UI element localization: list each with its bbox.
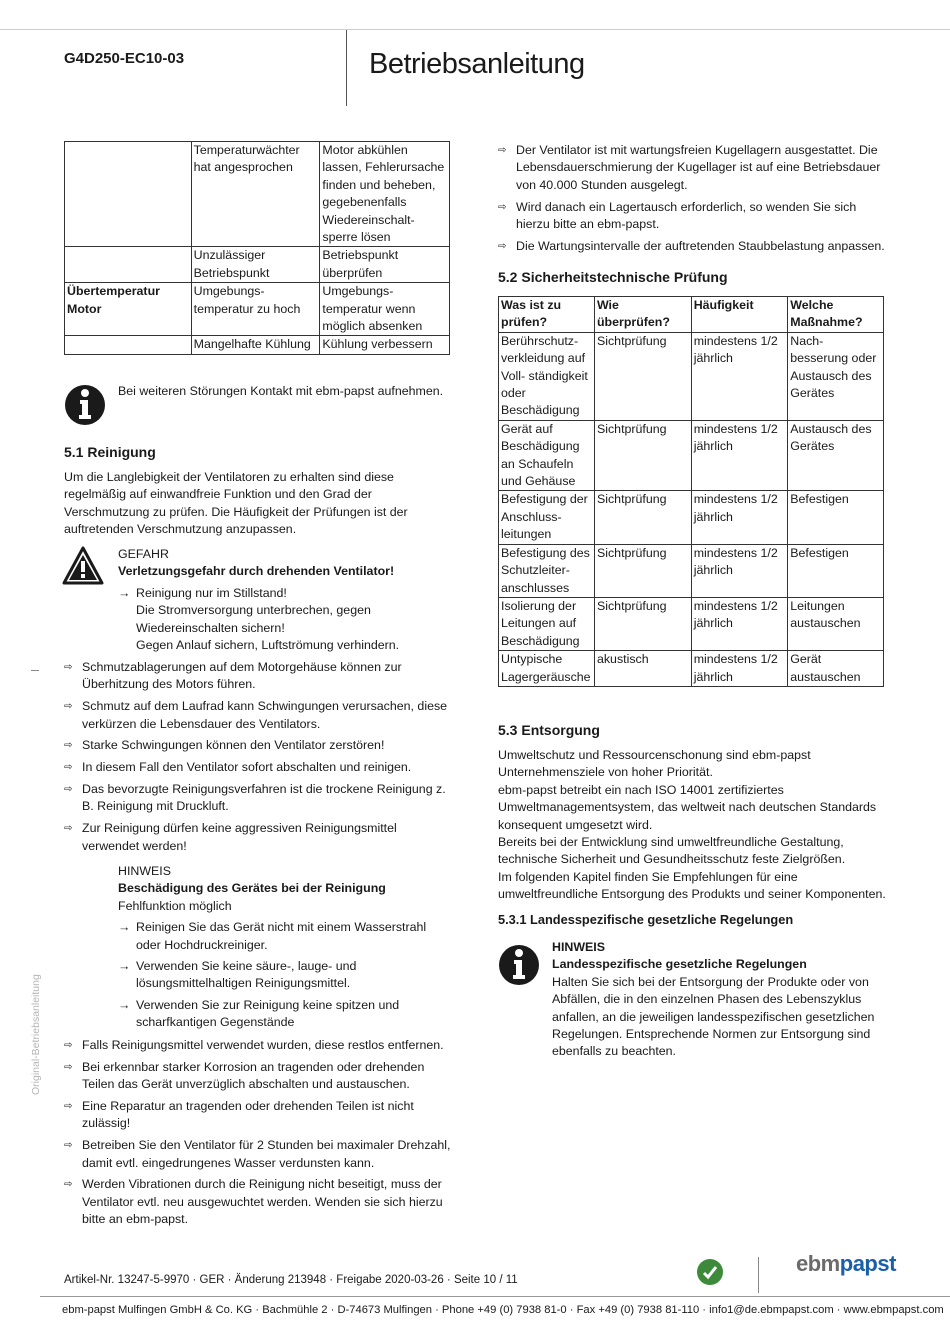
notice-block bbox=[118, 863, 453, 1036]
remedy-cell: Betriebspunkt überprüfen bbox=[320, 247, 450, 283]
list-item bbox=[64, 759, 454, 776]
bullet-arrow-icon: ⇨ bbox=[64, 823, 73, 835]
table-cell: Befestigung des Schutzleiter-anschlusses bbox=[499, 544, 595, 597]
bullet-arrow-icon: ⇨ bbox=[64, 762, 73, 774]
arrow-right-icon: → bbox=[118, 997, 131, 1012]
section-53-title: 5.3 Entsorgung bbox=[498, 722, 600, 738]
error-cell bbox=[65, 336, 192, 354]
bullet-text: Falls Reinigungsmittel verwendet wurden, diese restlos entfernen. bbox=[82, 1038, 444, 1052]
bullet-arrow-icon: ⇨ bbox=[498, 240, 507, 252]
fault-table-wrap bbox=[64, 141, 450, 355]
notice-step: → Reinigen Sie das Gerät nicht mit einem Wasserstrahl oder Hochdruckreiniger. bbox=[118, 920, 427, 952]
bullet-text: Schmutz auf dem Laufrad kann Schwingungen verursachen, diese verkürzen die Lebensdauer des Ventilators. bbox=[82, 699, 448, 731]
list-item bbox=[498, 199, 888, 234]
bullet-arrow-icon: ⇨ bbox=[64, 1140, 73, 1152]
column-header: Häufigkeit bbox=[691, 297, 788, 333]
fault-table bbox=[64, 141, 450, 355]
table-cell: mindestens 1/2 jährlich bbox=[691, 597, 788, 650]
margin-tick bbox=[31, 670, 39, 671]
page-title: Betriebsanleitung bbox=[369, 48, 585, 80]
bullet-text: Betreiben Sie den Ventilator für 2 Stunden bei maximaler Drehzahl, damit evtl. eingedrungenes Wasser verdunsten kann. bbox=[82, 1138, 451, 1170]
green-tech-badge-icon bbox=[697, 1259, 723, 1285]
danger-headline: Verletzungsgefahr durch drehenden Ventilator! bbox=[118, 564, 395, 579]
info-icon-2 bbox=[498, 940, 540, 991]
bullet-arrow-icon: ⇨ bbox=[64, 1179, 73, 1191]
table-cell: mindestens 1/2 jährlich bbox=[691, 332, 788, 420]
list-item bbox=[498, 142, 888, 194]
table-cell: mindestens 1/2 jährlich bbox=[691, 544, 788, 597]
arrow-right-icon: → bbox=[118, 585, 131, 600]
section-51-intro: Um die Langlebigkeit der Ventilatoren zu erhalten sind diese regelmäßig auf einwandfreie Funktion und den Grad der Verschmutzung zu prüfen. Die Häufigkeit der Prüfungen ist der auftretenden Verschmutzung anzupassen. bbox=[64, 470, 408, 537]
bullet-text: Der Ventilator ist mit wartungsfreien Kugellagern ausgestattet. Die Lebensdauerschmierung der Kugellager ist auf eine Betriebsdauer von 40.000 Stunden ausgelegt. bbox=[516, 143, 881, 192]
table-row bbox=[499, 332, 884, 420]
list-item bbox=[64, 1176, 454, 1228]
table-cell: Untypische Lagergeräusche bbox=[499, 651, 595, 687]
table-row bbox=[65, 142, 450, 247]
bullet-arrow-icon: ⇨ bbox=[64, 1101, 73, 1112]
table-row bbox=[499, 491, 884, 544]
notice-2-body: Halten Sie sich bei der Entsorgung der Produkte oder von Abfällen, die in den einzelnen Phasen des Lebenszyklus anfallen, an die jeweiligen landesspezifischen gesetzlichen Regelungen. Entsprechende Normen zur Entsorgung sind ebenfalls zu beachten. bbox=[552, 974, 875, 1059]
danger-block bbox=[118, 546, 453, 654]
notice-step: → Verwenden Sie zur Reinigung keine spitzen und scharfkantigen Gegenstände bbox=[118, 997, 400, 1030]
cause-cell: Unzulässiger Betriebspunkt bbox=[191, 247, 320, 283]
bullet-text: Das bevorzugte Reinigungsverfahren ist die trockene Reinigung z. B. Reinigung mit Druckluft. bbox=[82, 782, 446, 814]
cause-cell: Umgebungs-temperatur zu hoch bbox=[191, 283, 320, 336]
header-divider bbox=[346, 30, 347, 106]
table-cell: Sichtprüfung bbox=[594, 332, 691, 420]
table-row bbox=[65, 283, 450, 336]
paragraph: Im folgenden Kapitel finden Sie Empfehlungen für eine umweltfreundliche Entsorgung des Produkts und seiner Komponenten. bbox=[498, 869, 886, 902]
column-header: Welche Maßnahme? bbox=[788, 297, 884, 333]
bullet-text: Die Wartungsintervalle der auftretenden Staubbelastung anpassen. bbox=[516, 238, 885, 253]
model-number: G4D250-EC10-03 bbox=[64, 50, 185, 67]
paragraph: Bereits bei der Entwicklung sind umweltfreundliche Gestaltung, technische Sicherheit und Gesundheitsschutz feste Zielgrößen. bbox=[498, 835, 846, 867]
notice-2-label: HINWEIS bbox=[552, 940, 606, 954]
list-item bbox=[498, 238, 888, 255]
table-cell: Befestigung der Anschluss-leitungen bbox=[499, 491, 595, 544]
remedy-cell: Umgebungs-temperatur wenn möglich absenken bbox=[320, 283, 450, 336]
cleaning-bullets bbox=[64, 659, 454, 859]
remedy-cell: Motor abkühlen lassen, Fehlerursache finden und beheben, gegebenenfalls Wiedereinschalt-sperre lösen bbox=[320, 142, 450, 247]
bearing-bullets bbox=[498, 142, 888, 260]
list-item bbox=[64, 1059, 454, 1094]
table-row bbox=[499, 544, 884, 597]
notice-2-headline: Landesspezifische gesetzliche Regelungen bbox=[552, 957, 807, 972]
list-item bbox=[64, 698, 454, 733]
column-header: Wie überprüfen? bbox=[594, 297, 691, 333]
bullet-text: Bei erkennbar starker Korrosion an tragenden oder drehenden Teilen das Gerät unverzüglich abschalten und austauschen. bbox=[82, 1059, 425, 1092]
side-label: Original-Betriebsanleitung bbox=[30, 974, 42, 1095]
table-cell: akustisch bbox=[594, 651, 691, 687]
bullet-arrow-icon: ⇨ bbox=[64, 784, 73, 795]
table-cell: mindestens 1/2 jährlich bbox=[691, 491, 788, 544]
table-row bbox=[499, 420, 884, 491]
table-cell: Gerät auf Beschädigung an Schaufeln und Gehäuse bbox=[499, 420, 595, 491]
bullet-text: Zur Reinigung dürfen keine aggressiven Reinigungsmittel verwendet werden! bbox=[82, 821, 397, 853]
table-cell: Berührschutz-verkleidung auf Voll- ständigkeit oder Beschädigung bbox=[499, 332, 595, 420]
cleaning-bullets-2 bbox=[64, 1037, 454, 1233]
footer-article: Artikel-Nr. 13247-5-9970 · GER · Änderung 213948 · Freigabe 2020-03-26 · Seite 10 / 11 bbox=[64, 1274, 518, 1286]
bullet-arrow-icon: ⇨ bbox=[64, 1040, 73, 1051]
list-item bbox=[64, 737, 454, 754]
section-53-body bbox=[498, 747, 888, 904]
paragraph: Umweltschutz und Ressourcenschonung sind ebm-papst Unternehmensziele von hoher Priorität. bbox=[498, 748, 811, 780]
section-531-title: 5.3.1 Landesspezifische gesetzliche Regelungen bbox=[498, 912, 794, 927]
bullet-arrow-icon: ⇨ bbox=[64, 662, 73, 673]
list-item bbox=[64, 659, 454, 694]
bullet-text: Eine Reparatur an tragenden oder drehenden Teilen ist nicht zulässig! bbox=[82, 1099, 414, 1131]
cause-cell: Temperaturwächter hat angesprochen bbox=[191, 142, 320, 247]
danger-steps bbox=[118, 585, 453, 655]
remedy-cell: Kühlung verbessern bbox=[320, 336, 450, 354]
notice-steps bbox=[118, 919, 453, 1031]
table-cell: Nach-besserung oder Austausch des Gerätes bbox=[788, 332, 884, 420]
notice-sub: Fehlfunktion möglich bbox=[118, 898, 232, 913]
bullet-arrow-icon: ⇨ bbox=[498, 201, 507, 213]
footer-address: ebm-papst Mulfingen GmbH & Co. KG · Bachmühle 2 · D-74673 Mulfingen · Phone +49 (0) 7938 81-0 · Fax +49 (0) 7938 81-110 · info1@de.ebmpapst.com · www.ebmpapst.com bbox=[62, 1304, 944, 1316]
bullet-text: Wird danach ein Lagertausch erforderlich, so wenden Sie sich hierzu bitte an ebm-papst. bbox=[516, 199, 857, 232]
list-item bbox=[64, 1037, 454, 1054]
notice-label: HINWEIS bbox=[118, 864, 172, 878]
notice-block-2 bbox=[552, 939, 887, 1061]
info-note: Bei weiteren Störungen Kontakt mit ebm-papst aufnehmen. bbox=[118, 384, 444, 398]
ebmpapst-logo: ebmpapst bbox=[796, 1251, 896, 1276]
table-cell: mindestens 1/2 jährlich bbox=[691, 651, 788, 687]
error-cell: Übertemperatur Motor bbox=[65, 283, 192, 336]
danger-step: → Reinigung nur im Stillstand! Die Stromversorgung unterbrechen, gegen Wiedereinschalten sichern! Gegen Anlauf sichern, Luftströmung verhindern. bbox=[118, 585, 400, 653]
arrow-right-icon: → bbox=[118, 920, 131, 935]
warning-triangle-icon bbox=[62, 546, 104, 591]
check-table bbox=[498, 296, 884, 687]
logo-divider bbox=[758, 1257, 759, 1293]
table-row bbox=[499, 651, 884, 687]
cause-cell: Mangelhafte Kühlung bbox=[191, 336, 320, 354]
section-52-title: 5.2 Sicherheitstechnische Prüfung bbox=[498, 269, 728, 285]
arrow-right-icon: → bbox=[118, 959, 131, 974]
footer-rule bbox=[40, 1296, 950, 1297]
danger-label: GEFAHR bbox=[118, 547, 169, 561]
table-cell: Sichtprüfung bbox=[594, 544, 691, 597]
error-cell bbox=[65, 142, 192, 247]
notice-headline: Beschädigung des Gerätes bei der Reinigung bbox=[118, 881, 386, 896]
table-row bbox=[65, 247, 450, 283]
paragraph: ebm-papst betreibt ein nach ISO 14001 zertifiziertes Umweltmanagementsystem, das weltweit nach deutschen Standards konsequent umgesetzt wird. bbox=[498, 782, 877, 832]
table-cell: mindestens 1/2 jährlich bbox=[691, 420, 788, 491]
table-cell: Sichtprüfung bbox=[594, 420, 691, 491]
table-row bbox=[499, 597, 884, 650]
table-cell: Isolierung der Leitungen auf Beschädigung bbox=[499, 597, 595, 650]
table-cell: Befestigen bbox=[788, 491, 884, 544]
list-item bbox=[64, 1098, 454, 1133]
section-51-title: 5.1 Reinigung bbox=[64, 444, 156, 460]
table-cell: Austausch des Gerätes bbox=[788, 420, 884, 491]
column-header: Was ist zu prüfen? bbox=[499, 297, 595, 333]
bullet-text: In diesem Fall den Ventilator sofort abschalten und reinigen. bbox=[82, 760, 412, 775]
error-cell bbox=[65, 247, 192, 283]
table-cell: Leitungen austauschen bbox=[788, 597, 884, 650]
bullet-text: Werden Vibrationen durch die Reinigung nicht beseitigt, muss der Ventilator evtl. neu ausgewuchtet werden. Wenden sie sich hierzu bitte an ebm-papst. bbox=[82, 1177, 443, 1227]
bullet-arrow-icon: ⇨ bbox=[64, 701, 73, 713]
notice-step: → Verwenden Sie keine säure-, lauge- und lösungsmittelhaltigen Reinigungsmittel. bbox=[118, 959, 357, 991]
bullet-arrow-icon: ⇨ bbox=[64, 1061, 73, 1073]
bullet-text: Starke Schwingungen können den Ventilator zerstören! bbox=[82, 738, 385, 753]
table-cell: Befestigen bbox=[788, 544, 884, 597]
top-rule bbox=[0, 29, 950, 30]
table-cell: Sichtprüfung bbox=[594, 597, 691, 650]
table-row bbox=[65, 336, 450, 354]
bullet-arrow-icon: ⇨ bbox=[64, 740, 73, 752]
table-cell: Sichtprüfung bbox=[594, 491, 691, 544]
info-icon bbox=[64, 380, 106, 431]
table-cell: Gerät austauschen bbox=[788, 651, 884, 687]
bullet-arrow-icon: ⇨ bbox=[498, 145, 507, 156]
list-item bbox=[64, 1137, 454, 1172]
bullet-text: Schmutzablagerungen auf dem Motorgehäuse können zur Überhitzung des Motors führen. bbox=[82, 660, 402, 692]
check-table-wrap bbox=[498, 296, 884, 687]
list-item bbox=[64, 820, 454, 855]
list-item bbox=[64, 781, 454, 816]
